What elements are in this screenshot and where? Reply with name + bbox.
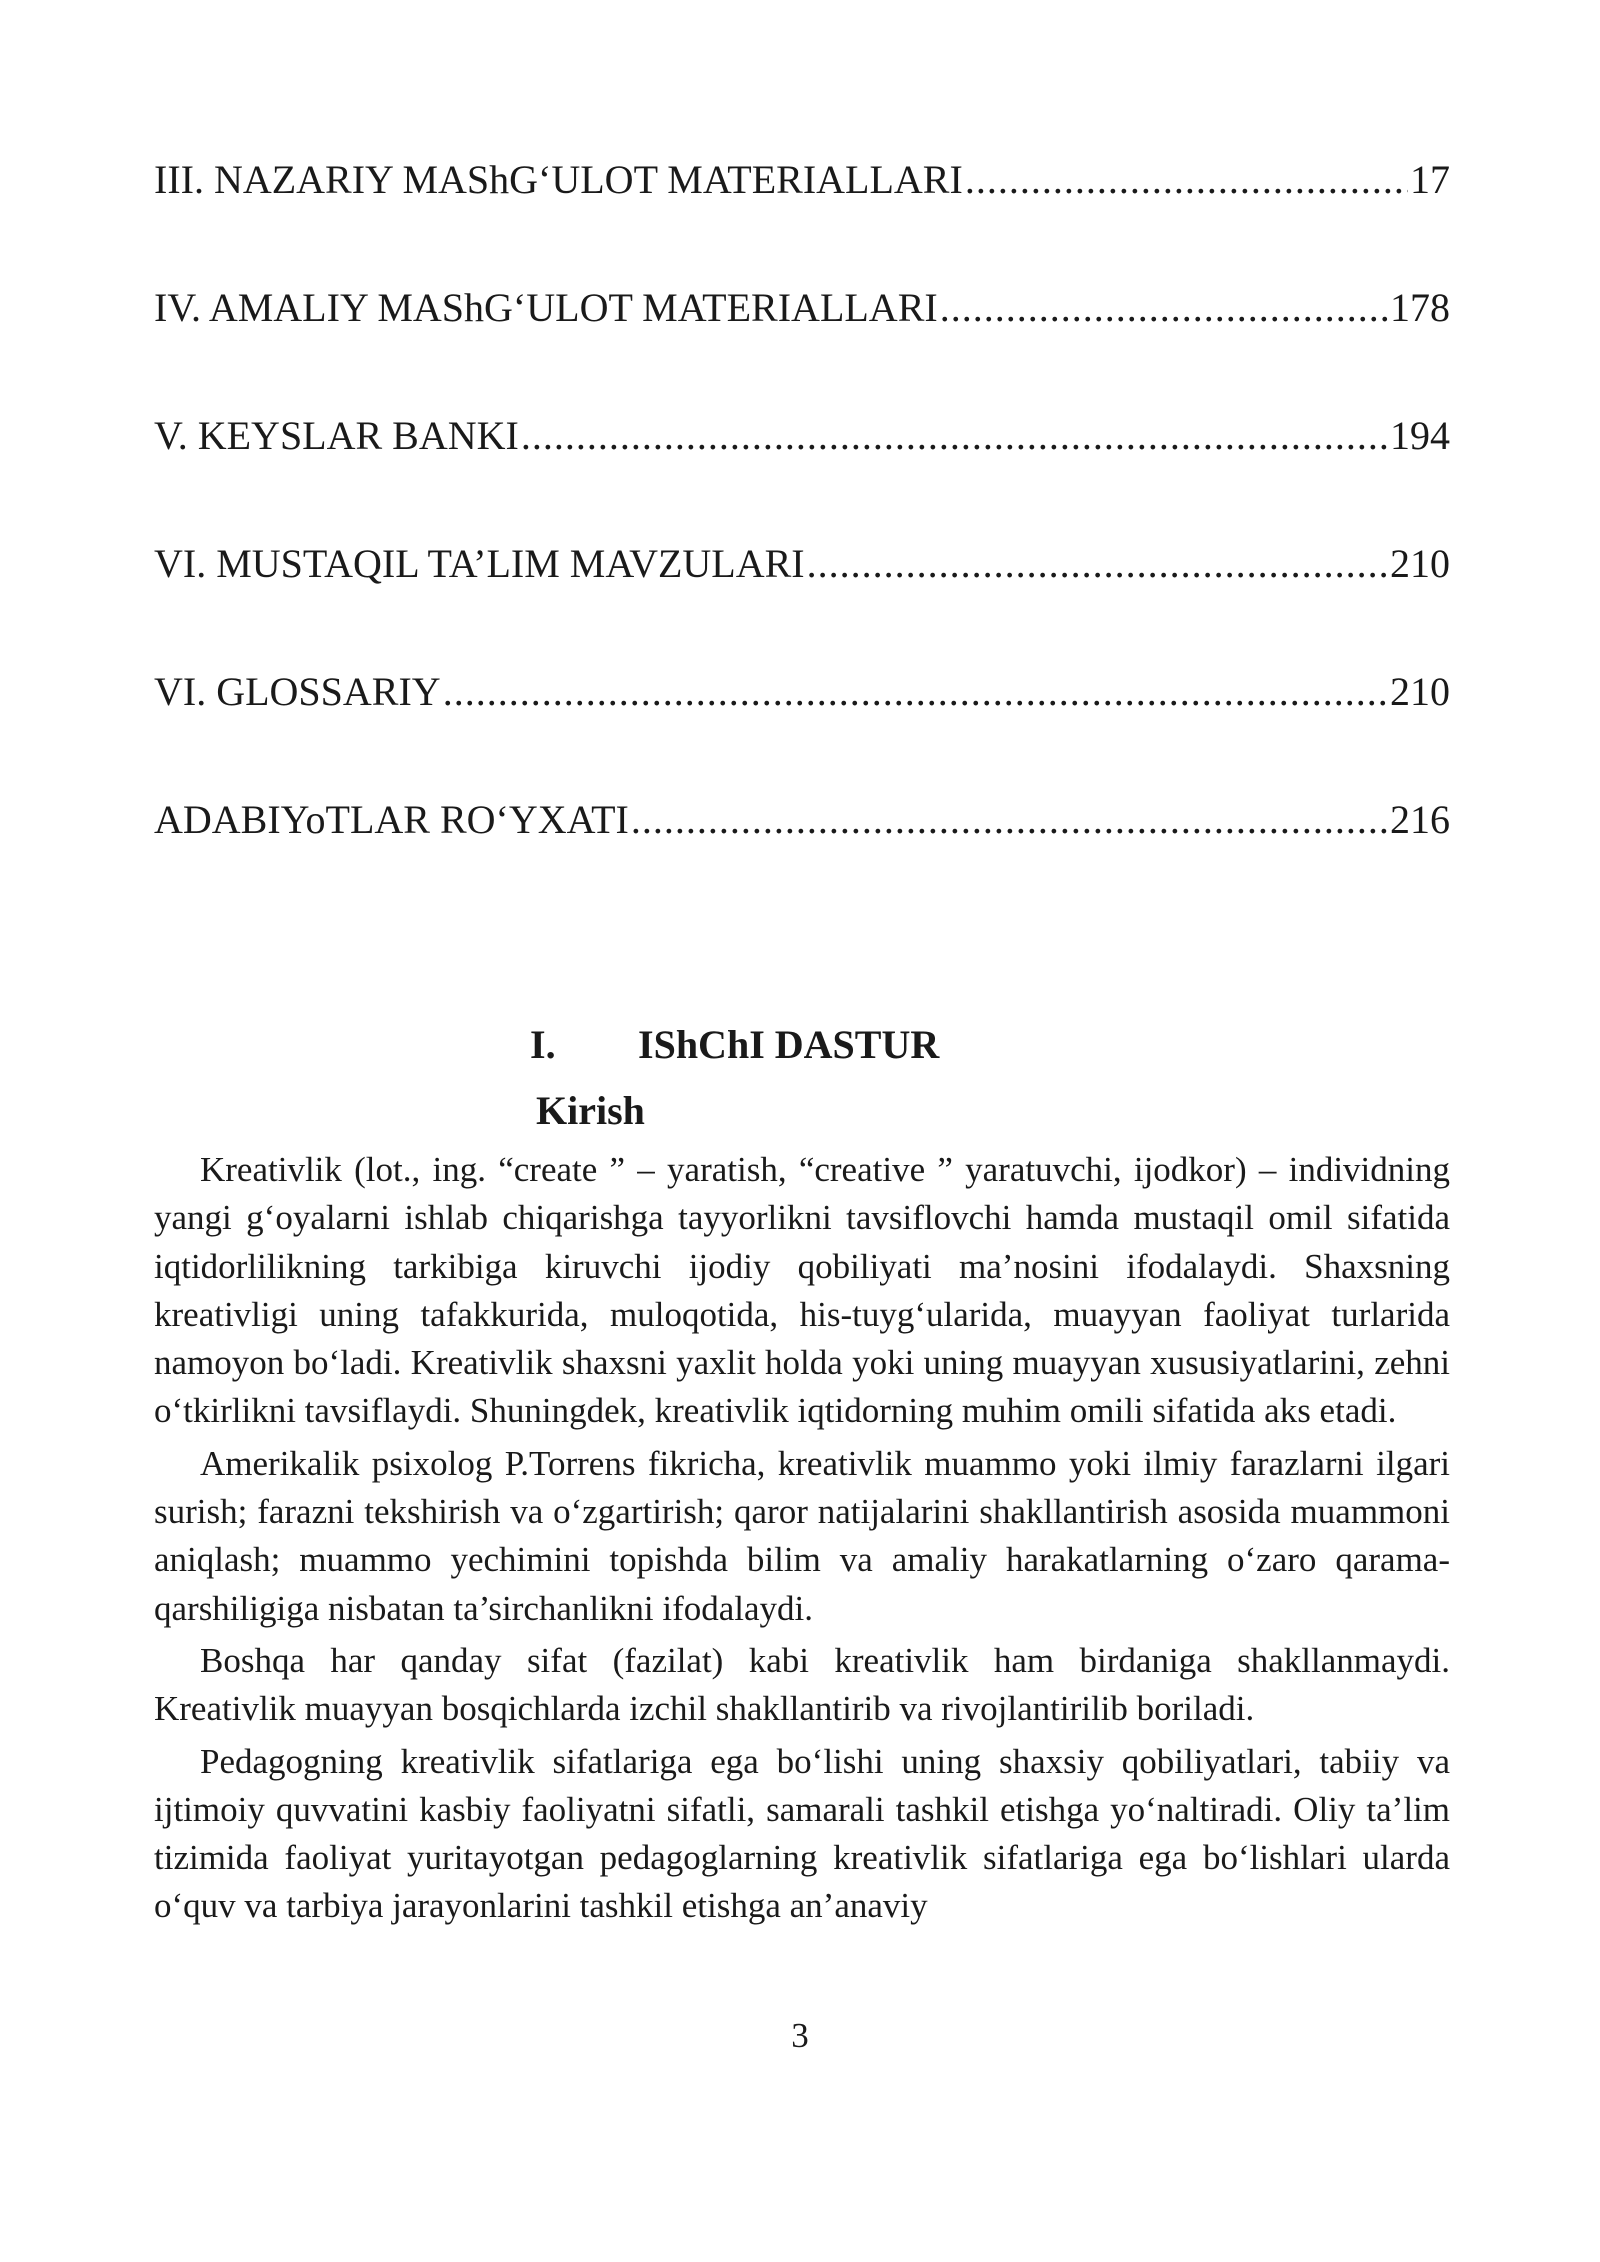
toc-entry-title: V. KEYSLAR BANKI bbox=[154, 413, 519, 458]
toc-entry-title: III. NAZARIY MAShG‘ULOT MATERIALLARI bbox=[154, 157, 963, 202]
toc-entry-page: 210 bbox=[1390, 669, 1450, 714]
toc-entry-8 bbox=[154, 790, 1450, 918]
toc-entry-title: VI. GLOSSARIY bbox=[154, 669, 441, 714]
page-number: 3 bbox=[791, 2016, 809, 2055]
section-title: IShChI DASTUR bbox=[638, 1022, 940, 1067]
toc-entry-page: 210 bbox=[1390, 541, 1450, 586]
paragraph: Amerikalik psixolog P.Torrens fikricha, kreativlik muammo yoki ilmiy farazlarni ilgari surish; farazni tekshirish va o‘zgartirish; qaror natijalarini shakllantirish asosida muammoni aniqlash; muammo yechimini topishda bilim va amaliy harakatlarning o‘zaro qarama-qarshiligiga nisbatan ta’sirchanlikni ifodalaydi. bbox=[154, 1443, 1450, 1628]
toc-entry-title: VI. MUSTAQIL TA’LIM MAVZULARI bbox=[154, 541, 805, 586]
section-number: I. bbox=[530, 1022, 556, 1067]
toc-dot-leader bbox=[443, 662, 1388, 722]
toc-dot-leader bbox=[631, 790, 1388, 850]
toc-entry-5 bbox=[154, 406, 1450, 534]
toc-entry-7 bbox=[154, 662, 1450, 790]
toc-dot-leader bbox=[940, 278, 1388, 338]
toc-dot-leader bbox=[807, 534, 1388, 594]
toc-dot-leader bbox=[521, 406, 1388, 466]
section-subtitle: Kirish bbox=[536, 1088, 645, 1133]
body-text bbox=[154, 1146, 1450, 1935]
toc-entry-6 bbox=[154, 534, 1450, 662]
toc-entry-3 bbox=[154, 150, 1450, 278]
table-of-contents bbox=[154, 150, 1450, 918]
section-heading bbox=[530, 1017, 939, 1073]
paragraph: Kreativlik (lot., ing. “create ” – yaratish, “creative ” yaratuvchi, ijodkor) – individning yangi g‘oyalarni ishlab chiqarishga tayyorlikni tavsiflovchi hamda mustaqil omil sifatida iqtidorlilikning tarkibiga kiruvchi ijodiy qobiliyati ma’nosini ifodalaydi. Shaxsning kreativligi uning tafakkurida, muloqotida, his-tuyg‘ularida, muayyan faoliyat turlarida namoyon bo‘ladi. Kreativlik shaxsni yaxlit holda yoki uning muayyan xususiyatlarini, zehni o‘tkirlikni tavsiflaydi. Shuningdek, kreativlik iqtidorning muhim omili sifatida aks etadi. bbox=[154, 1150, 1450, 1431]
toc-entry-page: 17 bbox=[1410, 157, 1450, 202]
toc-entry-page: 216 bbox=[1390, 797, 1450, 842]
toc-dot-leader bbox=[965, 150, 1408, 210]
toc-entry-title: IV. AMALIY MAShG‘ULOT MATERIALLARI bbox=[154, 285, 938, 330]
toc-entry-title: ADABIYoTLAR RO‘YXATI bbox=[154, 797, 629, 842]
toc-entry-4 bbox=[154, 278, 1450, 406]
toc-entry-page: 194 bbox=[1390, 413, 1450, 458]
paragraph: Boshqa har qanday sifat (fazilat) kabi kreativlik ham birdaniga shakllanmaydi. Kreativlik muayyan bosqichlarda izchil shakllantirib va rivojlantirilib boriladi. bbox=[154, 1640, 1450, 1729]
toc-entry-page: 178 bbox=[1390, 285, 1450, 330]
paragraph: Pedagogning kreativlik sifatlariga ega bo‘lishi uning shaxsiy qobiliyatlari, tabiiy va ijtimoiy quvvatini kasbiy faoliyatni sifatli, samarali tashkil etishga yo‘naltiradi. Oliy ta’lim tizimida faoliyat yuritayotgan pedagoglarning kreativlik sifatlariga ega bo‘lishlari ularda o‘quv va tarbiya jarayonlarini tashkil etishga an’anaviy bbox=[154, 1741, 1450, 1926]
